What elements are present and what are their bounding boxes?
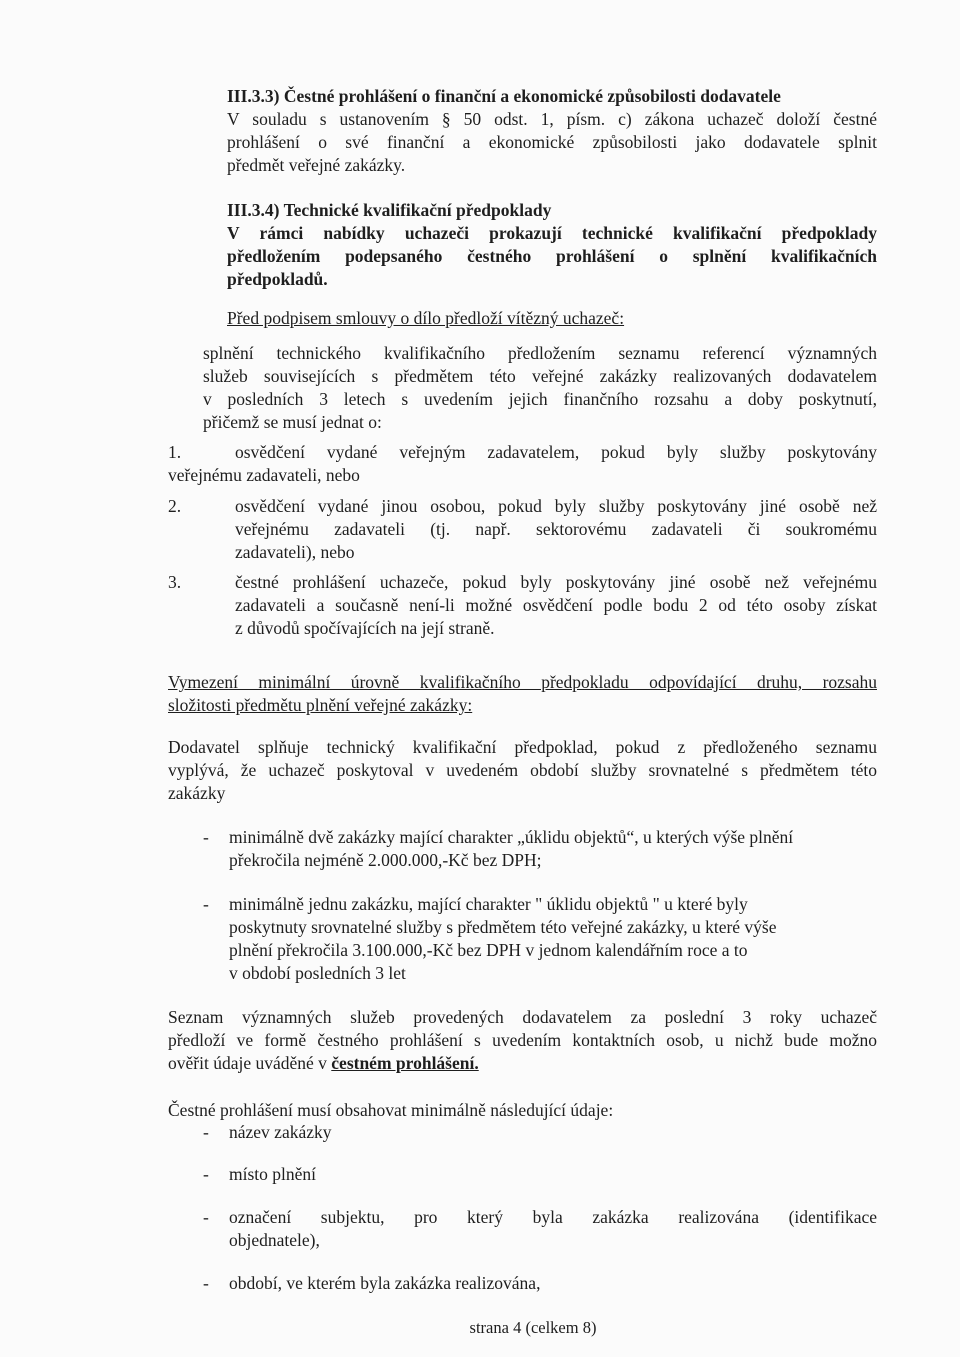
item-3-line: čestné prohlášení uchazeče, pokud byly poskytovány jiné osobě než veřejnému xyxy=(235,572,877,592)
declaration-item: označení subjektu, pro který byla zakázka realizována (identifikace xyxy=(229,1207,877,1227)
supplier-paragraph-line: Dodavatel splňuje technický kvalifikační předpoklad, pokud z předloženého seznamu xyxy=(168,737,877,757)
definition-heading: složitosti předmětu plnění veřejné zakázky: xyxy=(168,695,473,715)
fulfilment-line: služeb souvisejících s předmětem této veřejné zakázky realizovaných dodavatelem xyxy=(203,366,877,386)
bullet-dash: - xyxy=(203,894,209,914)
section-3-3-line: předmět veřejné zakázky. xyxy=(227,155,406,175)
item-3-number: 3. xyxy=(168,572,182,592)
item-2-line: veřejnému zadavateli (tj. např. sektorovému zadavateli či soukromému xyxy=(235,519,877,539)
section-3-4-line: V rámci nabídky uchazeči prokazují technické kvalifikační předpoklady xyxy=(227,223,877,243)
item-2-number: 2. xyxy=(168,496,182,516)
supplier-paragraph-line: vyplývá, že uchazeč poskytoval v uvedeném období služby srovnatelné s předmětem této xyxy=(168,760,877,780)
bullet-dash: - xyxy=(203,827,209,847)
list-services-line: Seznam významných služeb provedených dodavatelem za poslední 3 roky uchazeč xyxy=(168,1007,877,1027)
list-services-line xyxy=(168,1052,877,1076)
list-services-line: předloží ve formě čestného prohlášení s uvedením kontaktních osob, u nichž bude možno xyxy=(168,1030,877,1050)
declaration-emphasis: čestném prohlášení. xyxy=(331,1053,479,1073)
bullet-2-line: v období posledních 3 let xyxy=(229,963,406,983)
bullet-2-line: poskytnuty srovnatelné služby s předmětem této veřejné zakázky, u které výše xyxy=(229,917,777,937)
item-3-line: z důvodů spočívajících na její straně. xyxy=(235,618,495,638)
bullet-1-line: překročila nejméně 2.000.000,-Kč bez DPH; xyxy=(229,850,542,870)
declaration-item: název zakázky xyxy=(229,1122,332,1142)
item-2-line: zadavateli), nebo xyxy=(235,542,355,562)
bullet-dash: - xyxy=(203,1164,209,1184)
supplier-paragraph-line: zakázky xyxy=(168,783,226,803)
list-services-text: ověřit údaje uváděné v xyxy=(168,1053,332,1073)
section-3-4-line: předložením podepsaného čestného prohlášení o splnění kvalifikačních xyxy=(227,246,877,266)
before-signing-heading: Před podpisem smlouvy o dílo předloží vítězný uchazeč: xyxy=(227,308,625,328)
declaration-item: období, ve kterém byla zakázka realizována, xyxy=(229,1273,541,1293)
item-1-number: 1. xyxy=(168,442,182,462)
bullet-2-line: minimálně jednu zakázku, mající charakter " úklidu objektů " u které byly xyxy=(229,894,748,914)
section-3-4-heading: III.3.4) Technické kvalifikační předpoklady xyxy=(227,200,552,220)
item-2-line: osvědčení vydané jinou osobou, pokud byly služby poskytovány jiné osobě než xyxy=(235,496,877,516)
item-1-line: veřejnému zadavateli, nebo xyxy=(168,465,360,485)
section-3-4-line: předpokladů. xyxy=(227,269,328,289)
definition-heading: Vymezení minimální úrovně kvalifikačního předpokladu odpovídající druhu, rozsahu xyxy=(168,672,877,692)
fulfilment-line: v posledních 3 letech s uvedením jejich finančního rozsahu a doby poskytnutí, xyxy=(203,389,877,409)
bullet-dash: - xyxy=(203,1273,209,1293)
bullet-dash: - xyxy=(203,1207,209,1227)
section-3-3-line: V souladu s ustanovením § 50 odst. 1, písm. c) zákona uchazeč doloží čestné xyxy=(227,109,877,129)
section-3-3-heading: III.3.3) Čestné prohlášení o finanční a ekonomické způsobilosti dodavatele xyxy=(227,86,781,106)
fulfilment-line: splnění technického kvalifikačního předložením seznamu referencí významných xyxy=(203,343,877,363)
bullet-2-line: plnění překročila 3.100.000,-Kč bez DPH v jednom kalendářním roce a to xyxy=(229,940,748,960)
section-3-3-line: prohlášení o své finanční a ekonomické způsobilosti jako dodavatele splnit xyxy=(227,132,877,152)
page-footer: strana 4 (celkem 8) xyxy=(469,1318,597,1337)
declaration-intro: Čestné prohlášení musí obsahovat minimálně následující údaje: xyxy=(168,1100,614,1120)
fulfilment-line: přičemž se musí jednat o: xyxy=(203,412,382,432)
item-3-line: zadavateli a současně není-li možné osvědčení podle bodu 2 od této osoby získat xyxy=(235,595,877,615)
declaration-item: místo plnění xyxy=(229,1164,317,1184)
bullet-dash: - xyxy=(203,1122,209,1142)
item-1-line: osvědčení vydané veřejným zadavatelem, pokud byly služby poskytovány xyxy=(235,442,877,462)
declaration-item: objednatele), xyxy=(229,1230,320,1250)
bullet-1-line: minimálně dvě zakázky mající charakter „úklidu objektů“, u kterých výše plnění xyxy=(229,827,794,847)
